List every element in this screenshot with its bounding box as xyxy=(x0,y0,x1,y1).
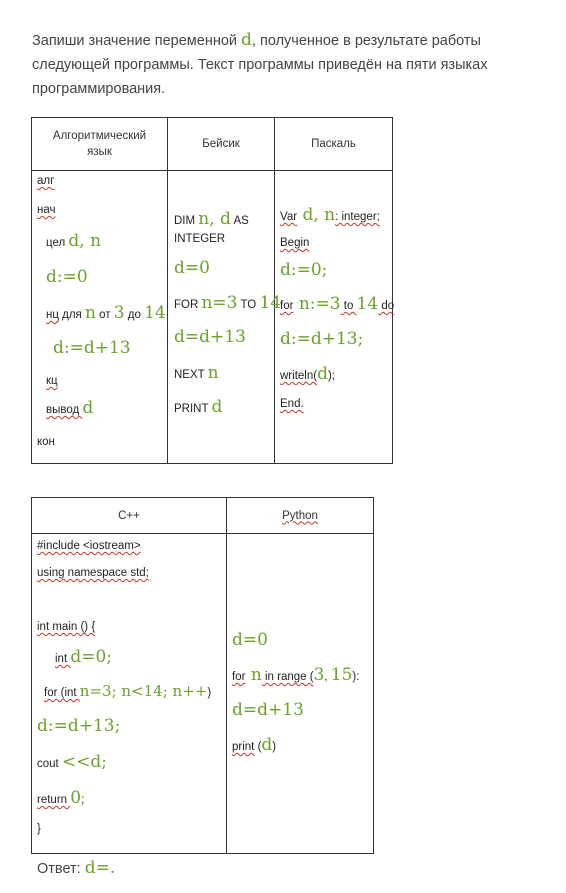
cpp-line-cout: cout <<d; xyxy=(37,752,108,772)
basic-line-next: NEXT n xyxy=(174,363,219,383)
cpp-line-main: int main () { xyxy=(37,621,96,633)
table1-code-row xyxy=(32,171,393,464)
cpp-line-body: d:=d+13; xyxy=(37,716,121,736)
answer-value: d=. xyxy=(84,858,116,878)
algo-line-kc: кц xyxy=(46,375,58,387)
pascal-line-writeln: writeln(d); xyxy=(280,364,335,384)
cpp-line-using: using namespace std; xyxy=(37,567,149,579)
header-cpp: C++ xyxy=(32,498,227,534)
algo-line-kon: кон xyxy=(37,436,55,448)
languages-table-2 xyxy=(31,497,374,854)
basic-line-integer: INTEGER xyxy=(174,233,226,245)
answer-label: Ответ: xyxy=(37,861,85,877)
python-line-body: d=d+13 xyxy=(232,700,304,720)
pascal-line-body: d:=d+13; xyxy=(280,329,364,349)
basic-line-assign: d=0 xyxy=(174,258,210,278)
cpp-line-include: #include <iostream> xyxy=(37,540,141,552)
basic-line-print: PRINT d xyxy=(174,397,223,417)
basic-line-dim: DIM n, d AS xyxy=(174,209,249,229)
python-code-cell xyxy=(227,534,374,854)
algo-line-loop: нц для n от 3 до 14 xyxy=(46,303,166,323)
header-pascal: Паскаль xyxy=(275,118,393,171)
python-line-print: print (d) xyxy=(232,735,277,755)
basic-code-cell xyxy=(168,171,282,464)
cpp-code-cell xyxy=(32,534,227,854)
pascal-code-cell xyxy=(275,171,393,464)
header-algorithmic: Алгоритмический язык xyxy=(32,118,168,171)
task-text-part1: Запиши значение переменной xyxy=(32,33,242,49)
cpp-line-return: return 0; xyxy=(37,788,85,808)
algorithmic-code-cell xyxy=(32,171,168,464)
python-line-assign: d=0 xyxy=(232,630,268,650)
table2-header-row xyxy=(32,498,374,534)
pascal-line-assign: d:=0; xyxy=(280,260,328,280)
algo-line-nach: нач xyxy=(37,204,56,216)
header-basic: Бейсик xyxy=(168,118,275,171)
languages-table-1 xyxy=(31,117,393,464)
cpp-line-close: } xyxy=(37,823,41,835)
table2-code-row xyxy=(32,534,374,854)
pascal-line-var: Var d, n: integer; xyxy=(280,205,380,225)
cpp-line-decl: int d=0; xyxy=(55,647,113,667)
pascal-line-begin: Begin xyxy=(280,237,310,249)
algo-line-output: вывод d xyxy=(46,398,94,418)
pascal-line-end: End. xyxy=(280,398,304,410)
python-line-for: for n in range (3, 15): xyxy=(232,665,360,685)
table1-header-row xyxy=(32,118,393,171)
task-variable: d xyxy=(241,30,252,50)
basic-line-for: FOR n=3 TO 14 xyxy=(174,293,282,313)
answer-line xyxy=(37,858,115,878)
basic-line-body: d=d+13 xyxy=(174,327,246,347)
cpp-line-for: for (int n=3; n<14; n++) xyxy=(44,682,212,700)
header-python: Python xyxy=(227,498,374,534)
algo-line-alg: алг xyxy=(37,175,55,187)
task-text xyxy=(32,28,562,101)
algo-line-assign: d:=0 xyxy=(46,267,88,287)
task-text-part2: , полученное в результате работы следующей программы. Текст программы приведён на пяти языках программирования. xyxy=(32,33,488,97)
algo-line-body: d:=d+13 xyxy=(53,338,131,358)
pascal-line-for: for n:=3 to 14 do xyxy=(280,294,395,314)
algo-line-cel: цел d, n xyxy=(46,231,102,251)
